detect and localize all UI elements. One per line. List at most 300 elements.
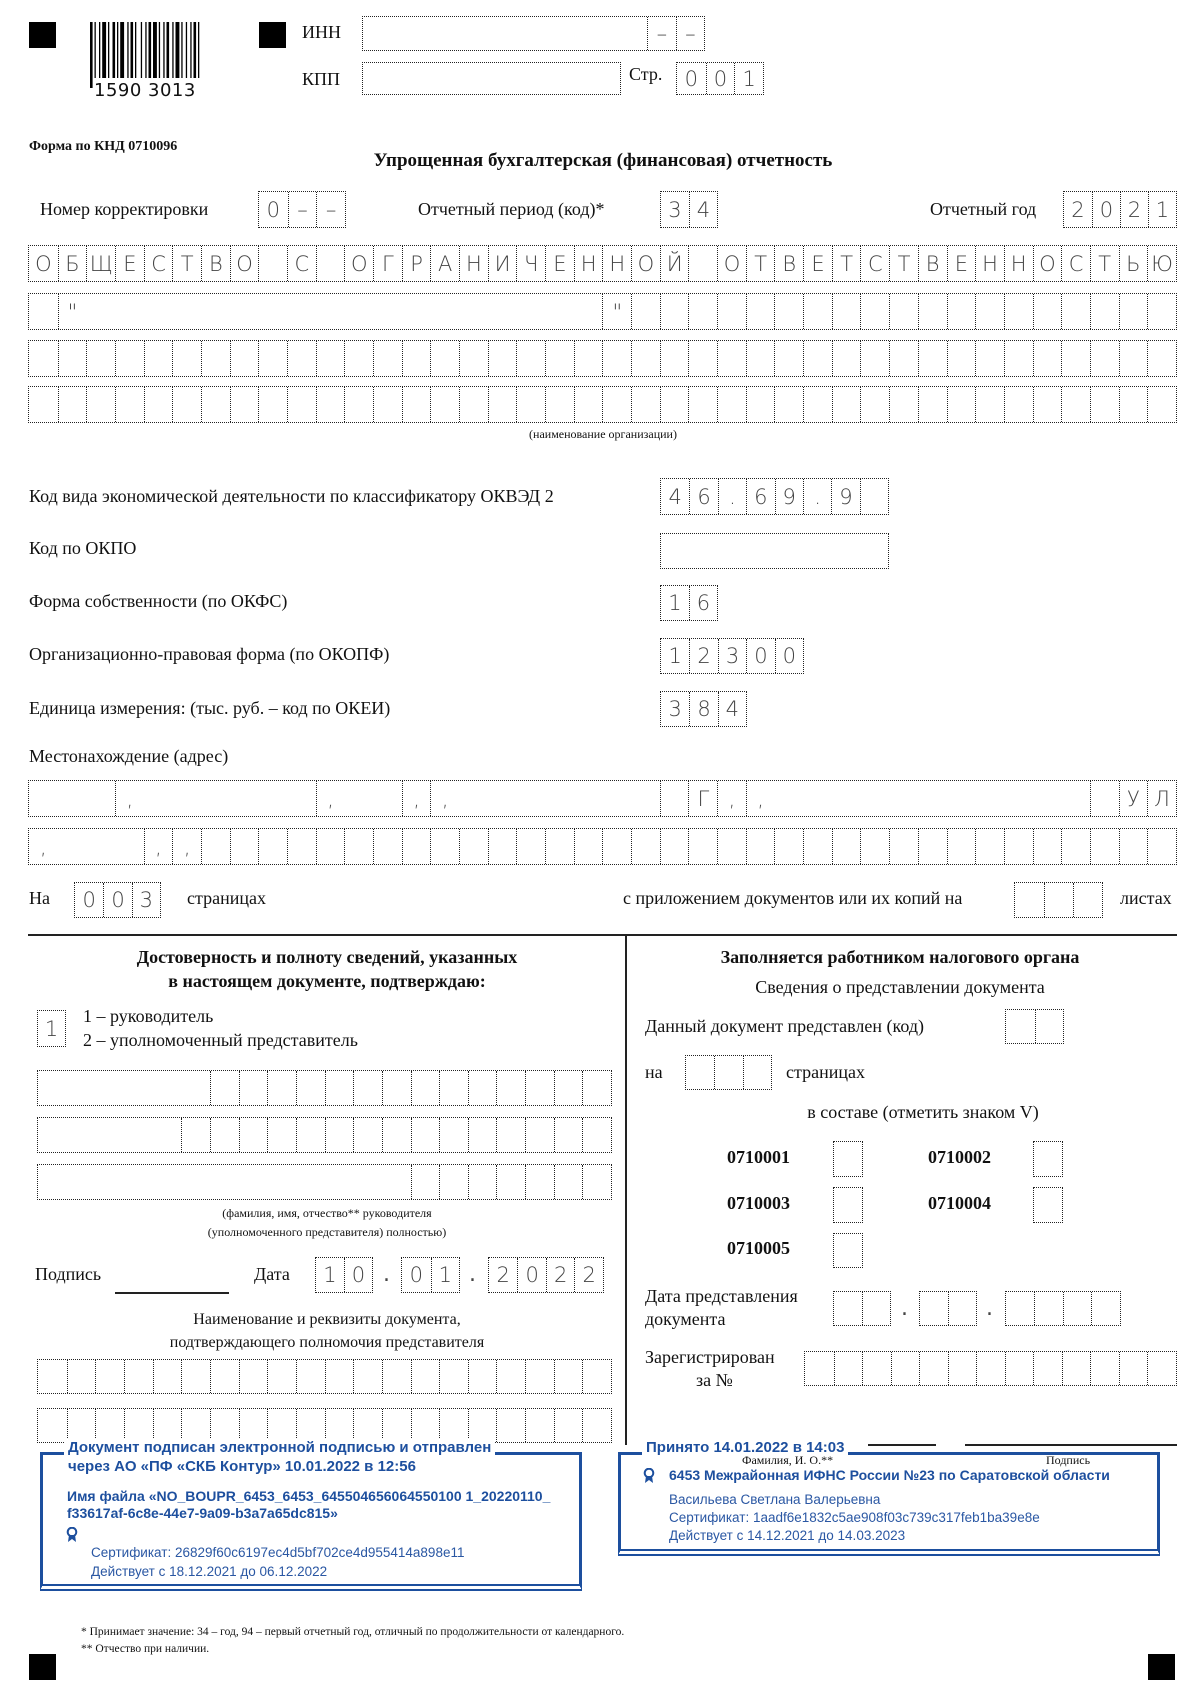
char-cell <box>832 341 861 376</box>
redacted-cell <box>860 781 889 816</box>
redacted-cell <box>258 781 287 816</box>
char-cell <box>1006 1010 1035 1043</box>
barcode-number: 1590 3013 <box>94 80 196 101</box>
confirm-heading: в настоящем документе, подтверждаю: <box>168 971 486 991</box>
char-cell <box>803 341 832 376</box>
char-cell <box>29 387 58 422</box>
redacted-cell <box>124 1071 153 1105</box>
char-cell: 0 <box>103 883 131 917</box>
year-field[interactable] <box>1063 191 1177 228</box>
tax-pages-field[interactable] <box>685 1055 772 1090</box>
char-cell <box>891 1352 920 1385</box>
role-option-2: 2 – уполномоченный представитель <box>83 1030 358 1050</box>
char-cell: 9 <box>775 479 803 514</box>
page-number-field[interactable] <box>676 62 764 95</box>
char-cell <box>58 387 87 422</box>
char-cell <box>38 1360 67 1393</box>
char-cell <box>975 829 1004 864</box>
char-cell <box>344 341 373 376</box>
char-cell: " <box>602 294 631 329</box>
char-cell: Е <box>803 246 832 281</box>
char-cell: 3 <box>718 639 746 673</box>
char-cell <box>805 1352 834 1385</box>
char-cell <box>918 294 947 329</box>
char-cell <box>516 387 545 422</box>
char-cell <box>230 829 259 864</box>
char-cell: 2 <box>689 639 717 673</box>
char-cell <box>889 829 918 864</box>
char-cell <box>201 387 230 422</box>
inn-label: ИНН <box>302 22 341 42</box>
registration-mark <box>1148 1654 1175 1680</box>
char-cell <box>316 246 345 281</box>
char-cell <box>834 1142 861 1176</box>
char-cell <box>1119 387 1148 422</box>
date-separator: . <box>986 1296 993 1321</box>
char-cell <box>258 387 287 422</box>
char-cell <box>1119 1352 1148 1385</box>
char-cell <box>947 294 976 329</box>
form-checkbox[interactable] <box>833 1141 863 1177</box>
page-label: Стр. <box>629 64 663 84</box>
char-cell <box>1006 1292 1034 1325</box>
char-cell <box>1090 387 1119 422</box>
char-cell <box>210 1409 239 1442</box>
redacted-cell <box>545 781 574 816</box>
char-cell: 0 <box>266 197 281 222</box>
char-cell: – <box>647 17 675 50</box>
redacted-cell <box>38 1071 67 1105</box>
char-cell: 0 <box>517 1258 546 1292</box>
redacted-cell <box>477 17 505 50</box>
char-cell: Т <box>746 246 775 281</box>
signature-line[interactable] <box>115 1292 229 1294</box>
registered-label: Зарегистрирован <box>645 1347 775 1367</box>
redacted-cell <box>230 294 259 329</box>
inn-field[interactable] <box>362 16 705 51</box>
char-cell <box>258 829 287 864</box>
char-cell <box>1091 1292 1120 1325</box>
fio-line <box>868 1444 936 1446</box>
redacted-cell <box>602 781 631 816</box>
char-cell <box>803 829 832 864</box>
char-cell: " <box>58 294 87 329</box>
char-cell <box>688 246 717 281</box>
authority-doc-heading: Наименование и реквизиты документа, <box>193 1311 461 1328</box>
signer-role-field[interactable] <box>37 1010 66 1047</box>
char-cell <box>86 387 115 422</box>
redacted-cell <box>38 1165 67 1199</box>
char-cell: О <box>35 251 52 276</box>
char-cell: Н <box>1004 246 1033 281</box>
char-cell: 3 <box>668 197 682 222</box>
char-cell <box>631 341 660 376</box>
redacted-cell <box>344 781 373 816</box>
char-cell <box>860 294 889 329</box>
char-cell <box>582 1118 611 1152</box>
char-cell: . <box>718 479 746 514</box>
char-cell <box>1090 341 1119 376</box>
org-name-row[interactable] <box>28 293 1177 330</box>
date-day-field[interactable] <box>315 1257 373 1293</box>
redacted-cell <box>230 781 259 816</box>
char-cell <box>717 829 746 864</box>
char-cell <box>95 1360 124 1393</box>
char-cell: 0 <box>82 888 96 912</box>
redacted-cell <box>746 534 774 568</box>
redacted-cell <box>420 63 449 94</box>
char-cell <box>660 781 689 816</box>
stamp-accepted-certificate: Сертификат: 1aadf6e1832c5ae908f03c739c317feb1ba39e8e <box>669 1510 1040 1525</box>
char-cell <box>239 1118 268 1152</box>
okfs-field[interactable] <box>660 585 718 621</box>
redacted-cell <box>563 63 592 94</box>
redacted-cell <box>889 781 918 816</box>
char-cell: . <box>803 479 831 514</box>
signer-name-row[interactable] <box>37 1070 612 1106</box>
char-cell <box>153 1409 182 1442</box>
char-cell <box>411 1409 440 1442</box>
char-cell: 0 <box>409 1263 423 1287</box>
char-cell <box>889 294 918 329</box>
char-cell <box>144 341 173 376</box>
redacted-cell <box>631 781 660 816</box>
form-code-label: 0710004 <box>928 1193 991 1213</box>
char-cell <box>688 294 717 329</box>
submission-day-field[interactable] <box>833 1291 891 1326</box>
char-cell <box>746 829 775 864</box>
char-cell <box>411 1360 440 1393</box>
char-cell: 3 <box>668 697 682 721</box>
redacted-cell <box>201 294 230 329</box>
redacted-cell <box>172 781 201 816</box>
char-cell <box>1147 1352 1176 1385</box>
char-cell <box>38 1409 67 1442</box>
footnote: ** Отчество при наличии. <box>81 1643 210 1655</box>
char-cell: 9 <box>831 479 859 514</box>
char-cell <box>1119 341 1148 376</box>
fio-caption: Фамилия, И. О.** <box>742 1453 834 1467</box>
redacted-cell <box>1033 781 1062 816</box>
attachments-count-field[interactable] <box>1014 882 1103 918</box>
form-code-label: 0710003 <box>727 1193 790 1213</box>
org-name-row[interactable] <box>28 245 1177 282</box>
char-cell: 6 <box>689 479 717 514</box>
char-cell <box>1033 387 1062 422</box>
signature-label: Подпись <box>35 1264 102 1284</box>
char-cell <box>717 387 746 422</box>
okopf-label: Организационно-правовая форма (по ОКОПФ) <box>29 644 390 664</box>
char-cell <box>382 1071 411 1105</box>
redacted-cell <box>86 829 115 864</box>
submitted-label: Данный документ представлен (код) <box>645 1016 924 1036</box>
pages-count-field[interactable] <box>74 882 161 918</box>
char-cell <box>1147 829 1176 864</box>
certificate-seal-icon <box>66 1527 78 1543</box>
char-cell <box>29 341 58 376</box>
char-cell: 2 <box>546 1258 575 1292</box>
year-label: Отчетный год <box>930 199 1037 219</box>
char-cell: И <box>488 246 517 281</box>
redacted-cell <box>392 63 421 94</box>
char-cell <box>488 829 517 864</box>
address-row[interactable] <box>28 828 1177 865</box>
char-cell: 1 <box>44 1016 59 1041</box>
section-divider <box>28 934 1177 936</box>
date-month-field[interactable] <box>401 1257 460 1293</box>
redacted-cell <box>363 17 391 50</box>
char-cell <box>1044 883 1073 917</box>
confirm-heading: Достоверность и полноту сведений, указанных <box>136 947 518 967</box>
redacted-cell <box>803 534 831 568</box>
char-cell <box>1004 294 1033 329</box>
redacted-cell <box>488 294 517 329</box>
redacted-cell <box>124 1118 153 1152</box>
tax-pages-on-label: на <box>645 1062 663 1082</box>
redacted-cell <box>239 1165 268 1199</box>
char-cell <box>545 829 574 864</box>
char-cell: 0 <box>344 1258 372 1292</box>
redacted-cell <box>144 781 173 816</box>
redacted-cell <box>391 17 419 50</box>
char-cell: , <box>402 781 431 816</box>
form-checkbox[interactable] <box>833 1187 863 1223</box>
char-cell <box>201 341 230 376</box>
char-cell <box>1033 341 1062 376</box>
registration-number-field[interactable] <box>804 1351 1177 1386</box>
okopf-field[interactable] <box>660 638 804 674</box>
redacted-cell <box>144 294 173 329</box>
address-row[interactable] <box>28 780 1177 817</box>
char-cell <box>574 387 603 422</box>
char-cell: В <box>201 246 230 281</box>
attachments-label: с приложением документов или их копий на <box>623 888 963 908</box>
redacted-cell <box>420 17 448 50</box>
char-cell: 1 <box>323 1263 337 1287</box>
char-cell <box>373 829 402 864</box>
redacted-cell <box>181 1071 210 1105</box>
char-cell <box>774 829 803 864</box>
redacted-cell <box>488 781 517 816</box>
redacted-cell <box>590 17 618 50</box>
stamp-file-name: f33617af-6c8e-44e7-9a09-b3a7a65dc815» <box>67 1505 338 1521</box>
barcode-bar <box>90 22 93 88</box>
char-cell <box>746 341 775 376</box>
period-field[interactable] <box>660 191 718 228</box>
char-cell <box>1119 294 1148 329</box>
char-cell <box>439 1360 468 1393</box>
char-cell <box>525 1118 554 1152</box>
char-cell <box>525 1409 554 1442</box>
char-cell <box>230 341 259 376</box>
redacted-cell <box>619 17 647 50</box>
char-cell <box>947 829 976 864</box>
char-cell <box>430 387 459 422</box>
char-cell <box>746 294 775 329</box>
char-cell <box>947 387 976 422</box>
char-cell <box>402 387 431 422</box>
char-cell: – <box>288 192 317 227</box>
redacted-cell <box>124 1165 153 1199</box>
redacted-cell <box>661 534 689 568</box>
stamp-sent-validity: Действует с 18.12.2021 до 06.12.2022 <box>91 1564 328 1579</box>
char-cell <box>688 387 717 422</box>
char-cell <box>296 1118 325 1152</box>
okei-label: Единица измерения: (тыс. руб. – код по ОКЕИ) <box>29 698 391 718</box>
okpo-field[interactable] <box>660 533 889 569</box>
char-cell: Г <box>373 246 402 281</box>
submission-date-label: Дата представления <box>645 1286 798 1306</box>
char-cell <box>430 829 459 864</box>
char-cell <box>545 387 574 422</box>
char-cell: О <box>230 246 259 281</box>
org-name-row[interactable] <box>28 340 1177 377</box>
char-cell <box>554 1071 583 1105</box>
stamp-sent-title: Документ подписан электронной подписью и отправлен <box>64 1439 495 1456</box>
name-caption: (уполномоченного представителя) полностью) <box>207 1225 447 1239</box>
char-cell <box>947 341 976 376</box>
redacted-cell <box>591 63 620 94</box>
redacted-cell <box>516 781 545 816</box>
char-cell: Ь <box>1119 246 1148 281</box>
authority-doc-row[interactable] <box>37 1359 612 1394</box>
char-cell <box>172 341 201 376</box>
char-cell: 2 <box>574 1258 603 1292</box>
authority-doc-row[interactable] <box>37 1408 612 1443</box>
redacted-cell <box>545 294 574 329</box>
char-cell: , <box>144 829 173 864</box>
char-cell <box>1062 1352 1091 1385</box>
form-checkbox[interactable] <box>1033 1141 1063 1177</box>
char-cell <box>353 1118 382 1152</box>
char-cell <box>439 1165 468 1199</box>
redacted-cell <box>153 1118 182 1152</box>
form-checkbox[interactable] <box>833 1233 863 1268</box>
char-cell: В <box>918 246 947 281</box>
char-cell: 1 <box>1148 192 1176 227</box>
submission-month-field[interactable] <box>919 1291 977 1326</box>
redacted-cell <box>258 294 287 329</box>
signer-name-row[interactable] <box>37 1164 612 1200</box>
kpp-field[interactable] <box>362 62 621 95</box>
char-cell: С <box>144 246 173 281</box>
char-cell: 0 <box>746 639 774 673</box>
column-divider <box>625 935 627 1445</box>
char-cell <box>686 1056 714 1089</box>
okved-field[interactable] <box>660 478 889 515</box>
char-cell <box>468 1071 497 1105</box>
redacted-cell <box>689 534 717 568</box>
signer-name-row[interactable] <box>37 1117 612 1153</box>
char-cell <box>862 1352 891 1385</box>
redacted-cell <box>373 781 402 816</box>
char-cell: О <box>631 246 660 281</box>
char-cell <box>267 1071 296 1105</box>
char-cell <box>316 829 345 864</box>
char-cell <box>296 1360 325 1393</box>
org-name-row[interactable] <box>28 386 1177 423</box>
redacted-cell <box>316 294 345 329</box>
kpp-label: КПП <box>302 69 341 89</box>
char-cell <box>976 1352 1005 1385</box>
char-cell <box>210 1118 239 1152</box>
authority-doc-heading: подтверждающего полномочия представителя <box>169 1334 485 1351</box>
char-cell <box>239 1071 268 1105</box>
char-cell <box>439 1071 468 1105</box>
okved-label: Код вида экономической деятельности по классификатору ОКВЭД 2 <box>29 486 554 506</box>
correction-field[interactable] <box>258 191 346 228</box>
char-cell <box>239 1360 268 1393</box>
redacted-cell <box>718 534 746 568</box>
char-cell <box>382 1360 411 1393</box>
char-cell <box>774 294 803 329</box>
char-cell: – <box>676 17 704 50</box>
char-cell: С <box>287 246 316 281</box>
char-cell <box>834 1352 863 1385</box>
footnote: * Принимает значение: 34 – год, 94 – первый отчетный год, отличный по продолжительности от календарного. <box>81 1626 625 1638</box>
char-cell <box>58 341 87 376</box>
char-cell <box>373 341 402 376</box>
char-cell: 6 <box>689 586 717 620</box>
redacted-cell <box>516 294 545 329</box>
submission-year-field[interactable] <box>1005 1291 1121 1326</box>
char-cell <box>774 341 803 376</box>
address-label: Местонахождение (адрес) <box>29 746 229 766</box>
char-cell <box>353 1360 382 1393</box>
char-cell <box>1147 387 1176 422</box>
char-cell <box>688 829 717 864</box>
char-cell <box>382 1409 411 1442</box>
okei-field[interactable] <box>660 691 747 727</box>
redacted-cell <box>210 1165 239 1199</box>
char-cell <box>411 1165 440 1199</box>
redacted-cell <box>803 781 832 816</box>
redacted-cell <box>832 781 861 816</box>
redacted-cell <box>382 1165 411 1199</box>
char-cell <box>918 829 947 864</box>
char-cell <box>267 1118 296 1152</box>
char-cell <box>862 1292 890 1325</box>
char-cell: 8 <box>689 692 717 726</box>
char-cell <box>115 387 144 422</box>
char-cell: , <box>717 781 746 816</box>
form-checkbox[interactable] <box>1033 1187 1063 1223</box>
submission-date-label: документа <box>645 1309 726 1329</box>
registered-label: за № <box>696 1370 733 1390</box>
tax-office-subheading: Сведения о представлении документа <box>755 977 1045 997</box>
date-year-field[interactable] <box>488 1257 604 1293</box>
char-cell <box>516 829 545 864</box>
char-cell: А <box>430 246 459 281</box>
char-cell <box>525 1165 554 1199</box>
redacted-cell <box>562 17 590 50</box>
submitted-code-field[interactable] <box>1005 1009 1064 1044</box>
char-cell <box>1061 829 1090 864</box>
char-cell <box>919 1352 948 1385</box>
barcode <box>90 22 224 88</box>
stamp-tax-office: 6453 Межрайонная ИФНС России №23 по Саратовской области <box>669 1467 1110 1483</box>
redacted-cell <box>115 829 144 864</box>
char-cell: О <box>717 246 746 281</box>
redacted-cell <box>363 63 392 94</box>
certificate-seal-icon <box>643 1468 655 1484</box>
pages-on-label: На <box>29 888 50 908</box>
char-cell <box>545 341 574 376</box>
char-cell <box>743 1056 771 1089</box>
char-cell <box>688 341 717 376</box>
char-cell <box>832 829 861 864</box>
char-cell <box>496 1409 525 1442</box>
